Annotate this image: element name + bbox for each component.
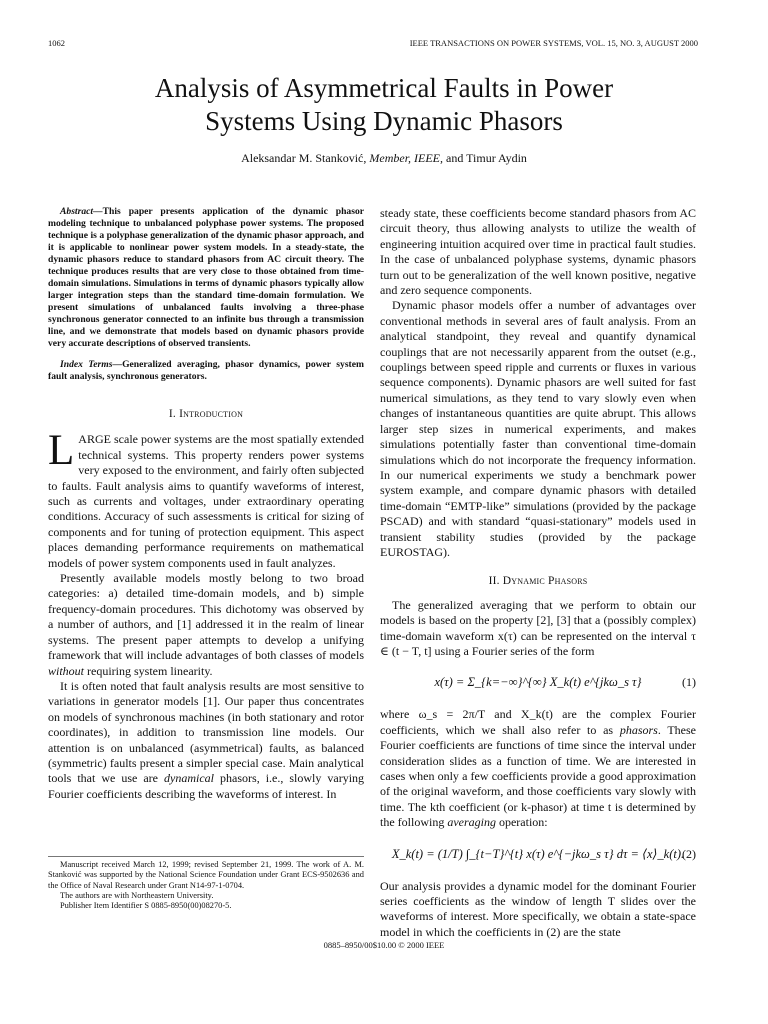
right-paragraph-5: Our analysis provides a dynamic model for the dominant Fourier series coefficients as the window of length T slides over the waveforms of interest. More specifically, we obtain a state-space model in which the coefficients in (2) are the state [380, 878, 696, 939]
abstract-lead: Abstract— [60, 206, 103, 217]
right-p4-text-b: . These Fourier coefficients are functions of time since the interval under consideration slides as a function of time. We are interested in cases when only a few coefficients provide a good approximation of the original waveform, and those coefficients vary slowly with time. The kth coefficient (or k-phasor) at time t is determined by the following [380, 722, 697, 830]
index-terms-text: Generalized averaging, phasor dynamics, power system fault analysis, synchronous generators. [48, 359, 364, 382]
intro-p2-emphasis: without [48, 663, 85, 678]
intro-p1-text: ARGE scale power systems are the most spatially extended technical systems. This property renders power systems very exposed to the environment, and fairly often subjected to faults. Fault analysis aims to quantify waveforms of interest, such as currents and voltages, under extraordinary operating conditions. Accuracy of such assessments is critical for sizing of components and for tuning of protection equipment. This aspect places demanding performance requirements on mathematical models of power system components used in fault analyzes. [48, 432, 364, 570]
equation-1 [380, 665, 696, 703]
author-2: and Timur Aydin [446, 151, 527, 165]
footnote-2: The authors are with Northeastern University. [60, 890, 214, 900]
intro-paragraph-3 [48, 679, 364, 802]
intro-paragraph-2 [48, 571, 364, 679]
equation-1-number: (1) [682, 675, 696, 690]
journal-header: IEEE TRANSACTIONS ON POWER SYSTEMS, VOL. 15, NO. 3, AUGUST 2000 [409, 38, 698, 48]
right-paragraph-2: Dynamic phasor models offer a number of advantages over conventional methods in several ares of fault analysis. From an analytical standpoint, they reveal and quantify dynamical couplings that are not necessarily apparent from the outset (e.g., couplings between speed ripple and currents or fluxes in various sequence components). Dynamic phasors are well suited for fast numerical simulations, as they tend to vary slowly even when changes of instantaneous quantities are quite abrupt. This allows larger step sizes in numerical experiments, and makes simulations potentially faster than conventional time-domain simulations which do not incorporate the frequency information. In our numerical experiments we study a benchmark power system example, and compare dynamic phasors with detailed time-domain “EMTP-like” simulations (provided by the package PSCAD) and with standard “quasi-stationary” models used in transient stability studies (provided by the package EUROSTAG). [380, 298, 696, 559]
paper-title [0, 72, 768, 138]
footnote [48, 856, 364, 911]
equation-2-body: X_k(t) = (1/T) ∫_{t−T}^{t} x(τ) e^{−jkω_s τ} dτ = ⟨x⟩_k(t). [391, 846, 685, 861]
intro-p2-text-b: requiring system linearity. [87, 663, 213, 678]
equation-1-body: x(τ) = Σ_{k=−∞}^{∞} X_k(t) e^{jkω_s τ} [434, 675, 642, 690]
equation-2 [380, 837, 696, 875]
index-terms [48, 359, 364, 383]
right-column [380, 206, 696, 940]
right-p4-emphasis-2: averaging [447, 815, 496, 830]
right-paragraph-1: steady state, these coefficients become standard phasors from AC circuit theory, thus allowing analysts to utilize the wealth of engineering intuition acquired over time in practical fault studies. In the case of unbalanced polyphase systems, dynamic phasors turn out to be generalization of the well known positive, negative and zero sequence components. [380, 206, 696, 298]
intro-paragraph-1 [48, 427, 364, 571]
title-line-1: Analysis of Asymmetrical Faults in Power [154, 73, 614, 103]
drop-cap: L [48, 427, 75, 475]
right-p4-text-c: operation: [498, 815, 548, 830]
right-paragraph-3: The generalized averaging that we perform to obtain our models is based on the property [2], [3] that a (possibly complex) time-domain waveform x(τ) can be represented on the interval τ ∈ (t − T, t] using a Fourier series of the form [380, 597, 696, 658]
title-line-2: Systems Using Dynamic Phasors [205, 106, 563, 136]
author-1: Aleksandar M. Stanković, [241, 151, 367, 165]
section-heading-introduction: I. Introduction [168, 408, 244, 420]
abstract-text: This paper presents application of the dynamic phasor modeling technique to unbalanced polyphase power systems. The proposed technique is a polyphase generalization of the dynamic phasor approach, and it is applicable to nonlinear power system models. In a steady-state, the dynamic phasors reduce to standard phasors from AC circuit theory. The technique produces results that are very close to those obtained from time-domain simulations. Simulations in terms of dynamic phasors typically allow larger integration steps than the standard time-domain formulation. We present simulations of unbalanced faults involving a three-phase synchronous generator connected to an infinite bus through a transmission line, and we demonstrate that models based on dynamic phasors provide very accurate descriptions of observed transients. [48, 206, 364, 349]
equation-2-number: (2) [682, 846, 696, 861]
index-terms-lead: Index Terms— [60, 359, 123, 370]
copyright-line: 0885–8950/00$10.00 © 2000 IEEE [323, 940, 445, 950]
right-p4-emphasis: phasors [619, 722, 658, 737]
author-1-role: Member, IEEE, [369, 151, 444, 165]
abstract [48, 206, 364, 350]
section-heading-dynamic-phasors: II. Dynamic Phasors [488, 575, 588, 588]
intro-p3-emphasis: dynamical [164, 771, 215, 786]
right-paragraph-4 [380, 707, 696, 830]
footnote-3: Publisher Item Identifier S 0885-8950(00)08270-5. [60, 901, 232, 911]
intro-p2-text-a: Presently available models mostly belong to two broad categories: a) detailed time-domain models, and b) simple frequency-domain procedures. This dichotomy was observed by a number of authors, and [1] addressed it in the realm of linear systems. The present paper attempts to develop a unifying framework that will include advantages of both classes of models [48, 571, 364, 663]
intro-p3-text-b: phasors, i.e., slowly varying Fourier coefficients describing the waveforms of interest. In [48, 771, 365, 801]
footnote-1: Manuscript received March 12, 1999; revised September 21, 1999. The work of A. M. Stanković was supported by the National Science Foundation under Grant ECS-9502636 and the Office of Naval Research under Grant N14-97-1-0704. [48, 860, 364, 890]
left-column [48, 206, 364, 802]
intro-p3-text-a: It is often noted that fault analysis results are most sensitive to variations in generator models [1]. Our paper thus concentrates on models of synchronous machines (in both stationary and rotor coordinates), in addition to transmission line models. Our attention is on unbalanced (asymmetrical) faults, as balanced (symmetric) faults present a simpler special case. Main analytical tools that we use are [48, 678, 364, 786]
author-line [0, 151, 768, 166]
page-number: 1062 [48, 38, 65, 48]
right-p4-text-a: where ω_s = 2π/T and X_k(t) are the complex Fourier coefficients, which we shall also refer to as [380, 707, 696, 737]
